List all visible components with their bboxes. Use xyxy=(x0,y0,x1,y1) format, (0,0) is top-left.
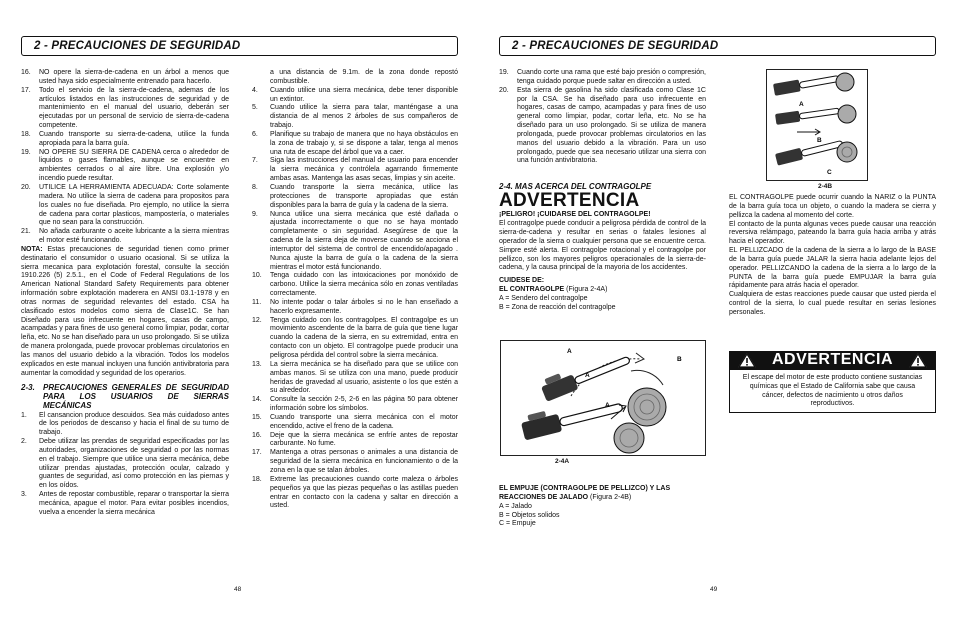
list-item xyxy=(252,272,458,299)
empuje-block xyxy=(499,485,706,529)
list-item-text: Cuando utilice la sierra para talar, manténgase a una distancia de al menos 2 árboles de sus compañeros de trabajo. xyxy=(270,104,458,130)
list-item-number: 9. xyxy=(252,210,258,218)
warning-triangle-icon xyxy=(738,353,756,368)
list-item-text: Antes de repostar combustible, reparar o transportar la sierra mecánica, apague el motor. Para evitar posibles incendios, vuelva a encender la sierra mecánica xyxy=(39,491,229,516)
fig-a-label-a1: A xyxy=(567,348,572,355)
peligro-text: El contragolpe puede conducir a peligrosa pérdida de control de la sierra-de-cadena y resultar en serias o fatales lesiones al operador de la sierra o cualquier persona que se encuentre cerca. Simpre esté alerta. El contragolpe rotacional y el contragolpe por pellizco, son los mayores peligros operacionales de la sierra-de-cadena, y la causa principal de la mayoria de los accidentes. xyxy=(499,220,706,272)
list-item xyxy=(499,87,706,167)
kickback-illustration xyxy=(501,341,705,455)
warning-text: El escape del motor de este producto contiene sustancias químicas que el Estado de California sabe que causa cáncer, defectos de nacimiento u otros daños reproductivos. xyxy=(742,374,923,408)
list-item-text: Cuando utilice una sierra mecánica, debe tener disponible un extintor. xyxy=(270,86,458,103)
warning-triangle-icon xyxy=(909,353,927,368)
list-item-number: 11. xyxy=(252,298,262,306)
list-item xyxy=(21,491,229,518)
list-item xyxy=(252,476,458,511)
list-item-text: Tenga cuidado con los contragolpes. El contragolpe es un movimiento ascendente de la barra de guía que tiene lugar cuando la cadena de la sierra, en su extremidad, entra en contacto con un objeto. El contragolpe puede producir una peligrosa pérdida del control sobre la sierra mecánica. xyxy=(270,316,458,359)
list-item-number: 2. xyxy=(21,438,27,446)
warning-box xyxy=(729,369,936,413)
list-item-number: 18. xyxy=(252,475,262,483)
list-item-number: 16. xyxy=(252,431,262,439)
fig-a-label-b: B xyxy=(677,356,682,363)
list-item-text: Todo el servicio de la sierra-de-cadena, ademas de los artículos listados en las instrucciones de seguridad y de mantenimiento en el manual del usuario, deberán ser ejecutadas por un personal de servicio de sierra-de-cadena competente. xyxy=(39,86,229,130)
figure-2-4b xyxy=(766,69,868,181)
figure-ref: (Figura 2-4B) xyxy=(588,493,632,501)
list-item-number: 10. xyxy=(252,272,262,280)
pull-push-illustration xyxy=(767,70,867,180)
legend-a-0: A = Sendero del contragolpe xyxy=(499,294,588,302)
list-item xyxy=(499,69,706,87)
para-1: El contacto de la punta algunas veces puede causar una reacción reversiva relámpago, pateando la barra guía hacia arriba y atrás hacia el operador. xyxy=(729,220,936,246)
list-item-number: 20. xyxy=(21,183,31,191)
right-column-2 xyxy=(729,194,936,318)
list-item-number: 12. xyxy=(252,316,262,324)
warning-title: ADVERTENCIA xyxy=(771,351,894,368)
list-item-text: Tenga cuidado con las intoxicaciones por monóxido de carbono. Utilice la sierra mecánica sólo en zonas ventiladas correctamente. xyxy=(270,272,458,298)
list-item-number: 17. xyxy=(252,449,262,457)
fig-b-label-b: B xyxy=(817,137,822,144)
list-item-number: 8. xyxy=(252,183,258,191)
lead-paragraph: a una distancia de 9.1m. de la zona donde repostó combustible. xyxy=(270,69,458,85)
list-item xyxy=(252,432,458,450)
para-0: EL CONTRAGOLPE puede ocurrir cuando la NARIZ o la PUNTA de la barra guía toca un objeto, o cuando la madera se cierra y pellizca la cadena al momento del corte. xyxy=(729,194,936,219)
figure-caption-2-4a: 2-4A xyxy=(555,458,570,465)
section-heading-2-3 xyxy=(21,383,229,410)
list-item xyxy=(21,184,229,228)
list-item-number: 19. xyxy=(499,69,509,76)
list-item xyxy=(252,396,458,414)
para-3: Cualquiera de estas reacciones puede causar que usted pierda el control de la sierra, lo cual puede resultar en serias lesiones personales. xyxy=(729,291,936,316)
list-item xyxy=(252,157,458,184)
nota-label: NOTA: xyxy=(21,245,43,253)
list-item xyxy=(252,449,458,476)
list-item-number: 18. xyxy=(21,130,31,138)
list-item-number: 15. xyxy=(252,413,262,421)
list-item xyxy=(252,104,458,131)
header-title: 2 - PRECAUCIONES DE SEGURIDAD xyxy=(34,40,241,52)
contragolpe-ref xyxy=(499,286,706,295)
list-item-text: Extreme las precauciones cuando corte maleza o árboles pequeños ya que las piezas pequeñas o las astillas pueden entrar en contacto con la cadena y saltar en dirección a usted. xyxy=(270,475,458,510)
empuje-heading xyxy=(499,485,706,503)
warning-banner xyxy=(729,351,936,369)
list-item-text: Cuando corte una rama que esté bajo presión o compresión, tenga cuidado porque puede saltar en dirección a usted. xyxy=(517,69,706,85)
list-item xyxy=(252,317,458,361)
page-number-left: 48 xyxy=(234,586,242,593)
page-number-right: 49 xyxy=(710,586,718,593)
list-item-text: Nunca utilice una sierra mecánica que esté dañada o ajustada incorrectamente o que no se haya montado completamente o sin seguridad. Asegúrese de que la cadena de la sierra deja de moverse cuando se acciona el interruptor del sistema de control de encendido/apagado . Nunca ajuste la barra de guía o la cadena de la sierra mientras el motor está funcionando. xyxy=(270,210,458,271)
list-item-text: NO opere la sierra-de-cadena en un árbol a menos que usted haya sido especialmente entrenado para hacerlo. xyxy=(39,69,229,85)
list-item xyxy=(252,299,458,317)
list-item-number: 3. xyxy=(21,491,27,499)
legend-a-1: B = Zona de reacción del contragolpe xyxy=(499,303,616,311)
list-item-number: 13. xyxy=(252,360,262,368)
list-item-text: NO OPERE SU SIERRA DE CADENA cerca o alrededor de liquidos o gases flamables, aunque se encuentre en ambientes cerrados o al aire libre. Una explosión y/o incendio puede resultar. xyxy=(39,148,229,183)
right-column-1 xyxy=(499,69,706,313)
list-item-number: 14. xyxy=(252,396,262,404)
list-item xyxy=(252,211,458,273)
list-item xyxy=(252,87,458,105)
legend-b-0: A = Jalado xyxy=(499,502,532,510)
list-item xyxy=(21,412,229,439)
list-item-text: Siga las instrucciones del manual de usuario para encender la sierra mecánica y contrólela agarrando firmemente ambas asas. Mantenga las asas secas, limpias y sin aceite. xyxy=(270,157,458,183)
numbered-list xyxy=(252,87,458,512)
list-item-number: 6. xyxy=(252,130,258,138)
list-item-text: Cuando transporte su sierra-de-cadena, utilice la funda apropiada para la barra guía. xyxy=(39,130,229,147)
list-item xyxy=(252,184,458,211)
legend-b-2: C = Empuje xyxy=(499,520,536,528)
list-item xyxy=(21,149,229,184)
fig-a-label-a3: A xyxy=(605,402,610,409)
section-title: PRECAUCIONES GENERALES DE SEGURIDAD PARA LOS USUARIOS DE SIERRAS MECÁNICAS xyxy=(43,382,229,410)
list-item-text: Cuando transporte una sierra mecánica con el motor encendido, active el freno de la cadena. xyxy=(270,413,458,430)
list-item-number: 19. xyxy=(21,148,31,156)
cuidese-label: CUIDESE DE: xyxy=(499,277,545,285)
list-item-number: 1. xyxy=(21,411,27,419)
left-column-1 xyxy=(21,69,229,518)
list-item-text: No intente podar o talar árboles si no le han enseñado a hacerlo expresamente. xyxy=(270,298,458,315)
section-number: 2-4. xyxy=(499,182,513,192)
list-item xyxy=(252,131,458,158)
list-item-text: Cuando transporte la sierra mecánica, utilice las protecciones de transporte apropiadas que están disponibles para la barra de guía y la cadena de la sierra. xyxy=(270,183,458,209)
left-column-2 xyxy=(252,69,458,511)
list-item xyxy=(21,131,229,149)
list-item-text: Deje que la sierra mecánica se enfríe antes de repostar carburante. No fume. xyxy=(270,431,458,448)
list-item-text: La sierra mecánica se ha diseñado para que se utilice con ambas manos. Si se utiliza con una mano, puede producir heridas de gravedad al usuario, asistente o los que estén a su alrededor. xyxy=(270,360,458,395)
header-title: 2 - PRECAUCIONES DE SEGURIDAD xyxy=(512,40,719,52)
list-item-number: 17. xyxy=(21,86,31,94)
list-item xyxy=(252,414,458,432)
numbered-list xyxy=(499,69,706,166)
numbered-list xyxy=(21,412,229,518)
list-item-number: 5. xyxy=(252,104,258,112)
list-item xyxy=(21,87,229,131)
page-right xyxy=(477,0,954,618)
contragolpe-label: EL CONTRAGOLPE xyxy=(499,286,565,294)
numbered-list xyxy=(21,69,229,246)
advertencia-heading: ADVERTENCIA xyxy=(499,190,640,212)
list-item xyxy=(21,228,229,246)
para-2: EL PELLIZCADO de la cadena de la sierra a lo largo de la BASE de la barra guía puede JALAR la sierra hacia adelante lejos del operador. PELLIZCANDO la cadena de la sierra a lo largo de la PUNTA de la barra guía puede EMPUJAR la barra guía rápidamente para atrás hacia el operador. xyxy=(729,247,936,290)
list-item-text: El cansancion produce descuidos. Sea más cuidadoso antes de los periodos de descanso y hacia el final de su turno de trabajo. xyxy=(39,411,229,437)
list-item-text: UTILICE LA HERRAMIENTA ADECUADA: Corte solamente madera. No utilice la sierra de cadena para propositos para los cuales no fue diseñada. Pro ejemplo, no utilice la sierra de cadena para cortar plasticos, mampostería, o materiales que no sean para la construcción. xyxy=(39,183,229,227)
empuje-label: EL EMPUJE (CONTRAGOLPE DE PELLIZCO) Y LAS REACCIONES DE JALADO xyxy=(499,485,671,501)
section-title: MAS ACERCA DEL CONTRAGOLPE xyxy=(515,182,652,192)
nota-text: Estas precauciones de seguridad tienen como primer destinatario el consumidor o usuario ocasional. Si se utiliza la sierra mecanica para explotación forestal, consulte la sección 1910.226 (5) 2.5.1., en el Code of Federal Regulations de los American National Standard Safety Requirements para obtener información sobre explotación maderera en ANSI 03.1-1978 y en otras normas de seguridad relevantes del estado. CSA ha clasificado estos modelos como sierra de Clase1C. Se han Diseñado para uso infrecuente en hogares, casas de campo, acampadas y para fines de uso general como limpiar, podar, cortar leña, etc. No se han diseñado para un uso prolongado. Si se utiliza de manera prolongada, puede provocar problemas circulatorios en las manos del usuario debido a la vibración. Todos los modelos explicados en este manual incluyen una función antivibratoria para aumentar la comodidad y seguridad de los operarios. xyxy=(21,245,229,377)
figure-caption-2-4b: 2-4B xyxy=(818,183,833,190)
list-item-number: 20. xyxy=(499,86,509,94)
list-item-text: Esta sierra de gasolina ha sido clasificada como Clase 1C por la CSA. Se ha diseñado para uso infrecuente en hogares, casas de campo, acampadas y para fines de uso general como limpiar, podar, cortar leña, etc. No se ha diseñado para un uso prolongado. Si se utiliza de manera prolongada, puede provocar problemas circulatorios en las manos del usuario debido a la vibración. Para un uso prolongado, puede que sea necesario utilizar una sierra con una función antivibratoria. xyxy=(517,86,706,165)
fig-b-label-c: C xyxy=(827,169,832,176)
list-item-text: No añada carburante o aceite lubricante a la sierra mientras el motor esté funcionando. xyxy=(39,228,229,245)
list-item xyxy=(21,438,229,491)
list-item-number: 21. xyxy=(21,228,31,236)
list-item-number: 16. xyxy=(21,69,31,76)
figure-ref: (Figura 2-4A) xyxy=(564,286,608,294)
peligro-heading: ¡PELIGRO! ¡CUIDARSE DEL CONTRAGOLPE! xyxy=(499,211,651,219)
list-item xyxy=(252,361,458,396)
list-item-text: Debe utilizar las prendas de seguridad especificadas por las autoridades, organizaciones de seguridad o por las normas en el trabajo. Siempre que utilice una sierra mecánica, debe utilizar prendas ajustadas, protección ocular, calzado y guantes de seguridad, así como protección en las piernas y en los oídos. xyxy=(39,438,229,490)
list-item-number: 4. xyxy=(252,86,258,94)
legend-b-1: B = Objetos solidos xyxy=(499,511,560,519)
list-item-text: Planifique su trabajo de manera que no haya obstáculos en la zona de trabajo y, si se dispone a talar, tenga al menos una ruta de escape del árbol que va a caer. xyxy=(270,130,458,156)
fig-a-label-a2: A xyxy=(585,372,590,379)
figure-2-4a xyxy=(500,340,706,456)
page-header-right xyxy=(499,36,936,56)
nota-paragraph xyxy=(21,246,229,379)
list-item-number: 7. xyxy=(252,157,258,165)
list-item-text: Consulte la sección 2-5, 2-6 en las página 50 para obtener información sobre los símbolos. xyxy=(270,396,458,413)
fig-b-label-a: A xyxy=(799,101,804,108)
section-number: 2-3. xyxy=(21,382,35,392)
list-item xyxy=(21,69,229,87)
page-header-left xyxy=(21,36,458,56)
list-item-text: Mantenga a otras personas o animales a una distancia de seguridad de la sierra mecánica en funcionamiento o de la zona en la que se talan árboles. xyxy=(270,449,458,474)
